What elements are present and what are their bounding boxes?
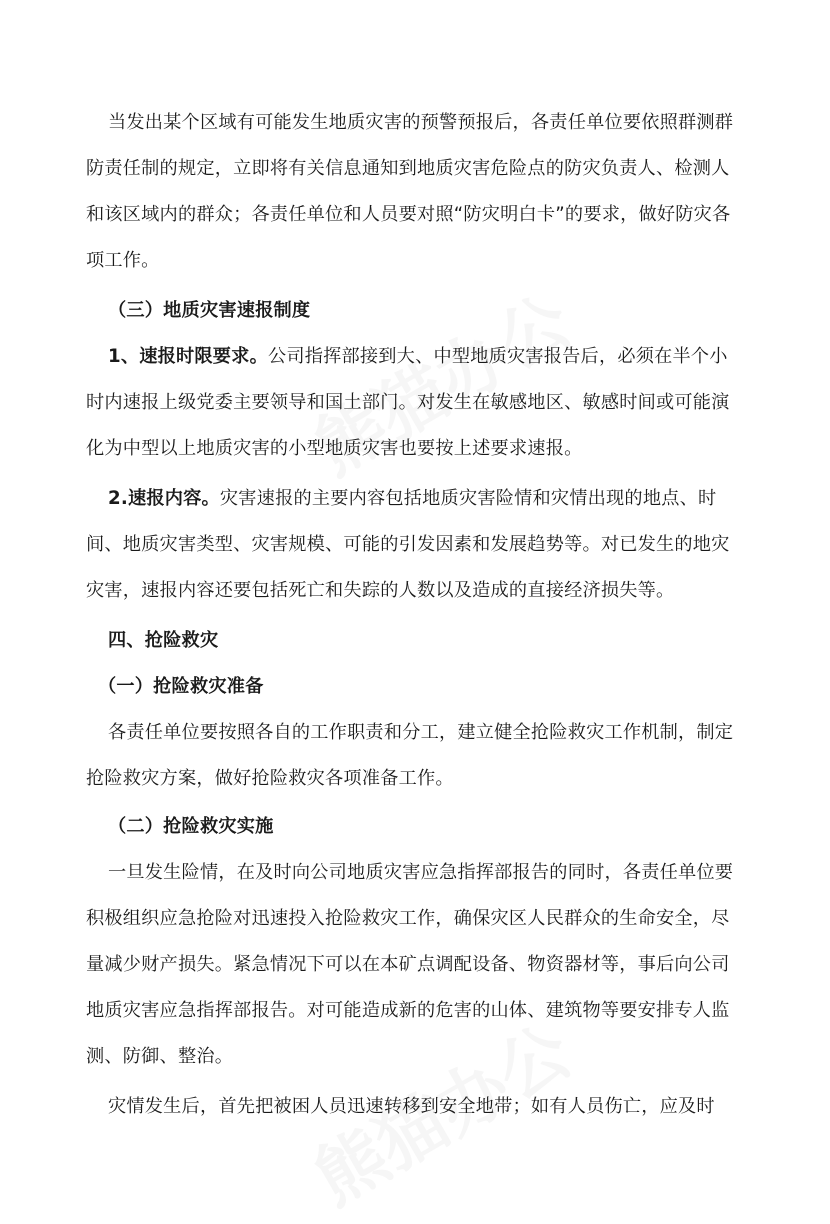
document-body: [86, 100, 746, 1130]
paragraph-lead: 1、速报时限要求。: [108, 346, 268, 367]
paragraph-text: 灾害速报的主要内容包括地质灾害险情和灾情出现的地点、时间、地质灾害类型、灾害规模、可能的引发因素和发展趋势等。对已发生的地灾灾害，速报内容还要包括死亡和失踪的人数以及造成的直接经济损失等。: [86, 488, 730, 601]
heading-rescue-preparation: （一）抢险救灾准备: [98, 676, 264, 697]
paragraph-lead: 2.速报内容。: [108, 488, 220, 509]
paragraph-report-time: [86, 334, 746, 472]
heading-rescue-implementation: （二）抢险救灾实施: [108, 816, 274, 837]
heading-disaster-report-system: （三）地质灾害速报制度: [108, 300, 311, 321]
paragraph-implementation: 一旦发生险情，在及时向公司地质灾害应急指挥部报告的同时，各责任单位要积极组织应急抢险对迅速投入抢险救灾工作，确保灾区人民群众的生命安全，尽量减少财产损失。紧急情况下可以在本矿点调配设备、物资器材等，事后向公司地质灾害应急指挥部报告。对可能造成新的危害的山体、建筑物等要安排专人监测、防御、整治。: [86, 862, 734, 1067]
heading-rescue: 四、抢险救灾: [108, 630, 219, 651]
paragraph-preparation: 各责任单位要按照各自的工作职责和分工，建立健全抢险救灾工作机制，制定抢险救灾方案，做好抢险救灾各项准备工作。: [86, 722, 734, 789]
paragraph-after-disaster: 灾情发生后，首先把被困人员迅速转移到安全地带；如有人员伤亡，应及时: [108, 1096, 715, 1117]
paragraph-text: 公司指挥部接到大、中型地质灾害报告后，必须在半个小时内速报上级党委主要领导和国土部门。对发生在敏感地区、敏感时间或可能演化为中型以上地质灾害的小型地质灾害也要按上述要求速报。: [86, 346, 730, 459]
paragraph-report-content: [86, 476, 746, 614]
paragraph-warning: 当发出某个区域有可能发生地质灾害的预警预报后，各责任单位要依照群测群防责任制的规定，立即将有关信息通知到地质灾害危险点的防灾负责人、检测人和该区域内的群众；各责任单位和人员要对照“防灾明白卡”的要求，做好防灾各项工作。: [86, 112, 734, 271]
